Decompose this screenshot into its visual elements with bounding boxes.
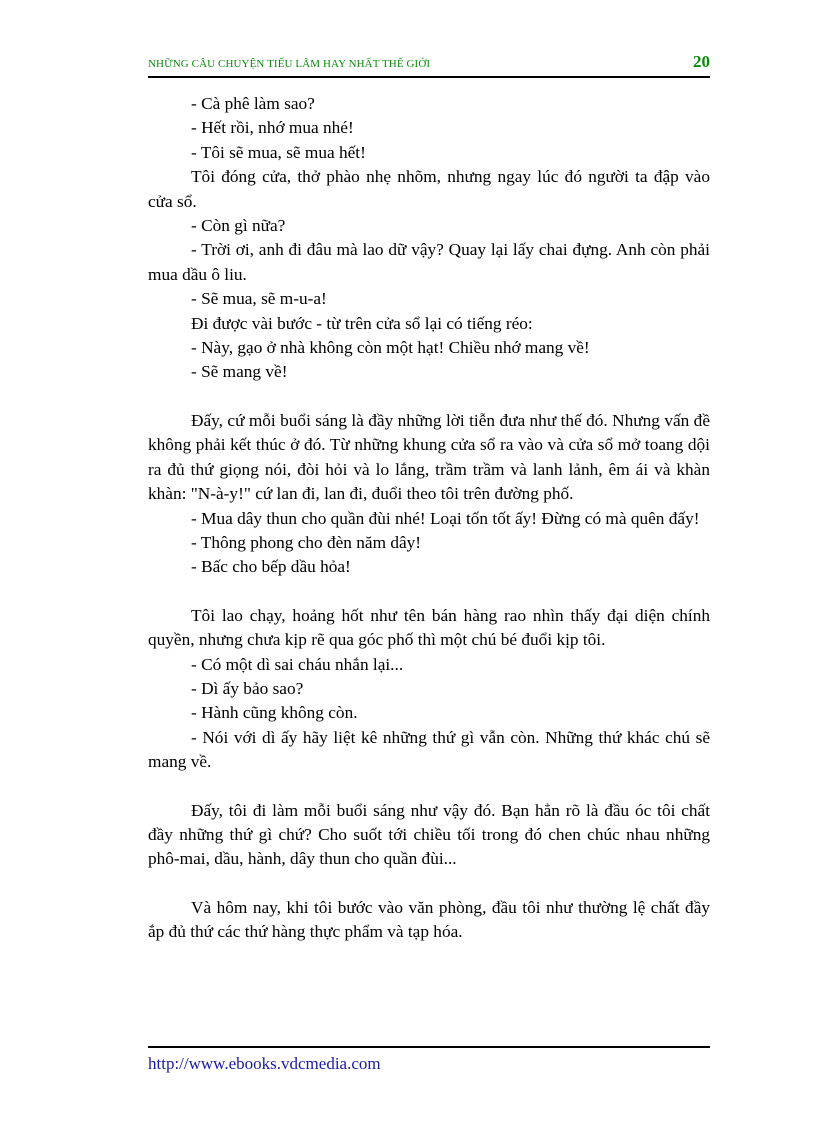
- dialogue-line: - Tôi sẽ mua, sẽ mua hết!: [191, 142, 366, 162]
- dialogue-line: - Sẽ mang về!: [191, 362, 288, 382]
- book-title: NHỮNG CÂU CHUYỆN TIẾU LÂM HAY NHẤT THẾ GIỚI: [148, 58, 431, 70]
- dialogue-line: - Bấc cho bếp dầu hỏa!: [191, 557, 351, 577]
- dialogue-line: - Còn gì nữa?: [191, 216, 286, 236]
- dialogue-line: - Dì ấy bảo sao?: [191, 678, 304, 698]
- paragraph: Tôi đóng cửa, thở phào nhẹ nhõm, nhưng ngay lúc đó người ta đập vào cửa sổ.: [148, 167, 710, 211]
- page-body: [148, 92, 710, 945]
- paragraph: Đấy, tôi đi làm mỗi buổi sáng như vậy đó. Bạn hẳn rõ là đầu óc tôi chất đầy những thứ gì chứ? Cho suốt tới chiều tối trong đó chen chúc nhau những phô-mai, dầu, hành, dây thun cho quần đùi...: [148, 800, 710, 869]
- dialogue-line: - Sẽ mua, sẽ m-u-a!: [191, 289, 327, 309]
- dialogue-line: - Hết rồi, nhớ mua nhé!: [191, 118, 354, 138]
- dialogue-line: - Thông phong cho đèn năm dây!: [191, 532, 422, 552]
- dialogue-line: - Mua dây thun cho quần đùi nhé! Loại tốn tốt ấy! Đừng có mà quên đấy!: [191, 508, 700, 528]
- dialogue-line: - Có một dì sai cháu nhắn lại...: [191, 654, 404, 674]
- dialogue-line: - Này, gạo ở nhà không còn một hạt! Chiều nhớ mang về!: [191, 338, 590, 358]
- page-header: [148, 52, 710, 78]
- paragraph: Và hôm nay, khi tôi bước vào văn phòng, đầu tôi như thường lệ chất đầy ắp đủ thứ các thứ hàng thực phẩm và tạp hóa.: [148, 897, 710, 942]
- dialogue-line: - Nói với dì ấy hãy liệt kê những thứ gì vẫn còn. Những thứ khác chú sẽ mang về.: [148, 727, 710, 772]
- dialogue-line: - Trời ơi, anh đi đâu mà lao dữ vậy? Quay lại lấy chai đựng. Anh còn phải mua dầu ô liu.: [148, 240, 710, 284]
- footer-link[interactable]: http://www.ebooks.vdcmedia.com: [148, 1054, 381, 1073]
- paragraph: Tôi lao chạy, hoảng hốt như tên bán hàng rao nhìn thấy đại diện chính quyền, nhưng chưa kịp rẽ qua góc phố thì một chú bé đuổi kịp tôi.: [148, 605, 710, 650]
- page-number: 20: [693, 52, 710, 71]
- dialogue-line: - Hành cũng không còn.: [191, 703, 358, 723]
- dialogue-line: - Cà phê làm sao?: [191, 94, 315, 113]
- paragraph: Đấy, cứ mỗi buổi sáng là đầy những lời tiễn đưa như thế đó. Nhưng vấn đề không phải kết thúc ở đó. Từ những khung cửa sổ ra vào và cửa sổ mở toang dội ra đủ thứ giọng nói, đòi hỏi và lo lắng, trầm trầm và lanh lảnh, êm ái và khàn khàn: "N-à-y!" cứ lan đi, lan đi, đuổi theo tôi trên đường phố.: [148, 410, 710, 504]
- page-footer: [148, 1046, 710, 1074]
- paragraph: Đi được vài bước - từ trên cửa sổ lại có tiếng réo:: [191, 313, 533, 333]
